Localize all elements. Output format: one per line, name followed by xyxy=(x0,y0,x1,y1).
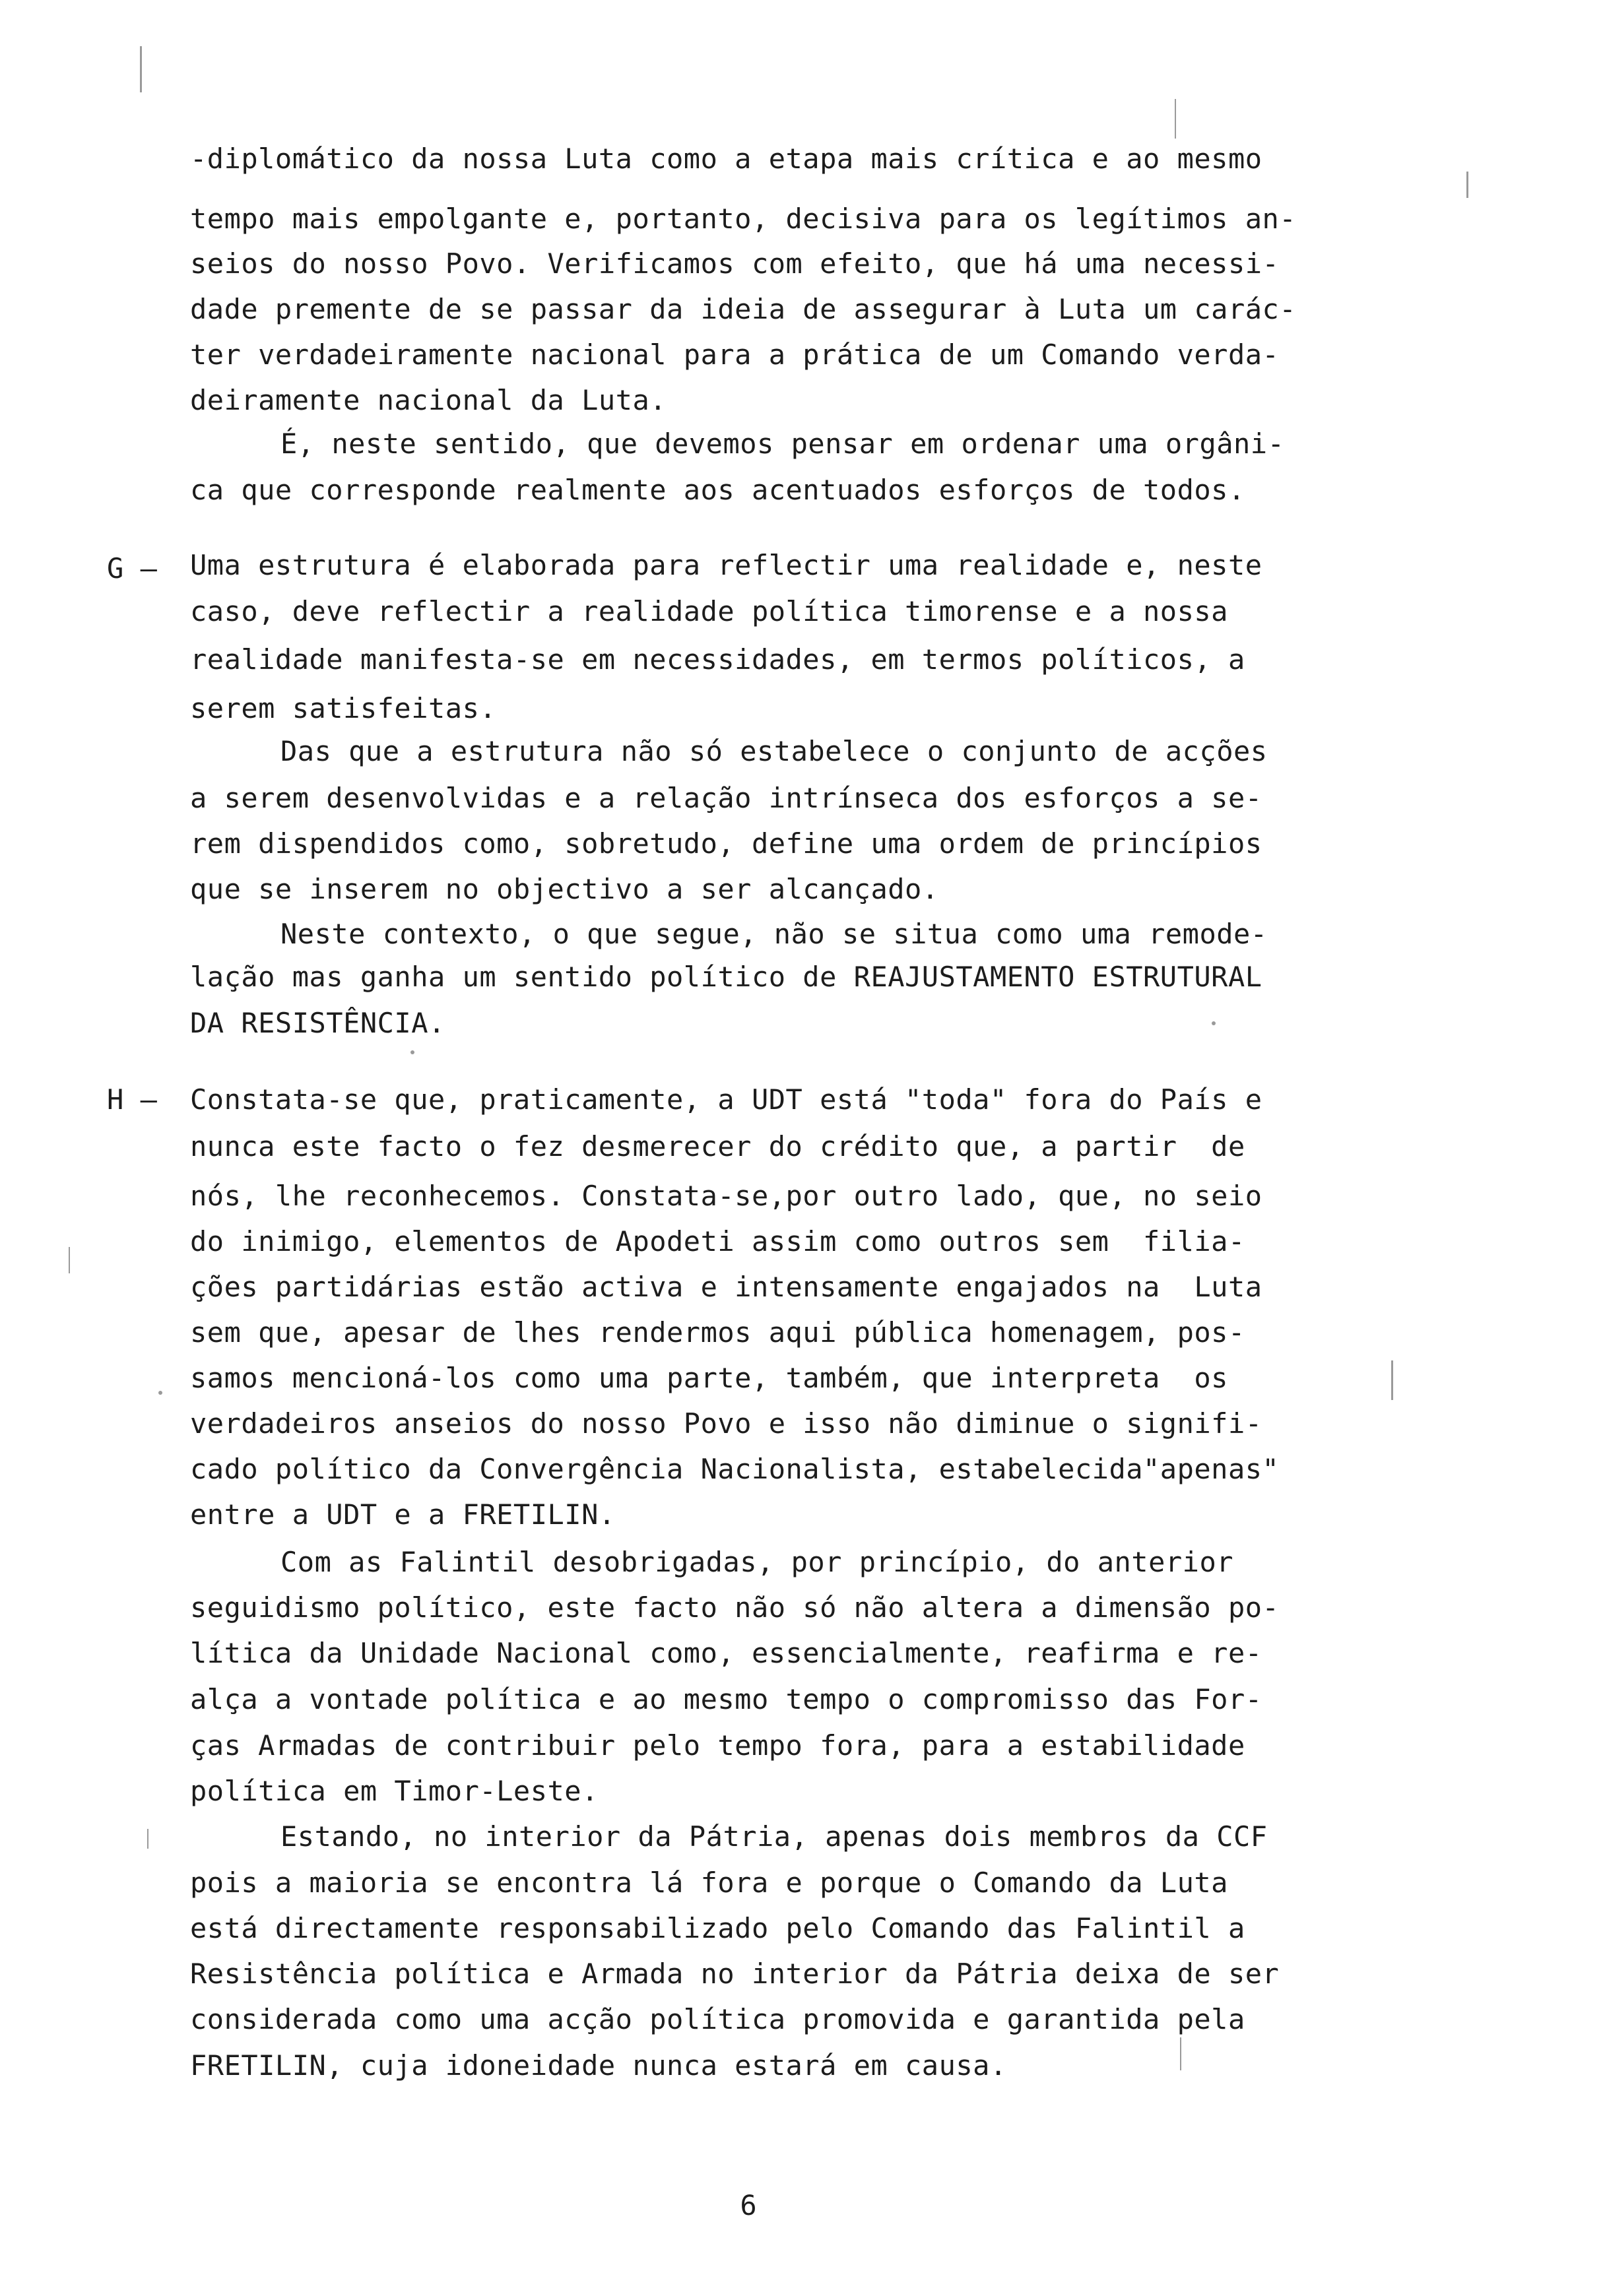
text-line: do inimigo, elementos de Apodeti assim como outros sem filia- xyxy=(190,1225,1245,1258)
text-line: Uma estrutura é elaborada para reflectir uma realidade e, neste xyxy=(190,549,1262,581)
text-line: seios do nosso Povo. Verificamos com efeito, que há uma necessi- xyxy=(190,247,1280,280)
text-line: Das que a estrutura não só estabelece o conjunto de acções xyxy=(280,735,1268,767)
scan-mark xyxy=(69,1247,70,1273)
scan-mark xyxy=(158,1391,162,1395)
text-line: sem que, apesar de lhes rendermos aqui pública homenagem, pos- xyxy=(190,1316,1245,1349)
text-line: É, neste sentido, que devemos pensar em ordenar uma orgâni- xyxy=(280,428,1285,460)
text-line: realidade manifesta-se em necessidades, em termos políticos, a xyxy=(190,643,1245,676)
text-line: nós, lhe reconhecemos. Constata-se,por outro lado, que, no seio xyxy=(190,1180,1262,1212)
scan-mark xyxy=(1180,2037,1181,2070)
text-line: que se inserem no objectivo a ser alcançado. xyxy=(190,873,939,905)
scan-mark xyxy=(147,1829,148,1849)
text-line: Neste contexto, o que segue, não se situa como uma remode- xyxy=(280,918,1268,950)
text-line: dade premente de se passar da ideia de assegurar à Luta um carác- xyxy=(190,293,1297,325)
text-line: tempo mais empolgante e, portanto, decisiva para os legítimos an- xyxy=(190,203,1297,235)
text-line: -diplomático da nossa Luta como a etapa mais crítica e ao mesmo xyxy=(190,143,1262,175)
text-line: alça a vontade política e ao mesmo tempo o compromisso das For- xyxy=(190,1683,1262,1715)
text-line: verdadeiros anseios do nosso Povo e isso não diminue o signifi- xyxy=(190,1407,1262,1440)
text-line: lítica da Unidade Nacional como, essencialmente, reafirma e re- xyxy=(190,1637,1262,1669)
scan-mark xyxy=(140,46,142,92)
section-marker: G – xyxy=(107,552,157,585)
text-line: a serem desenvolvidas e a relação intrínseca dos esforços a se- xyxy=(190,782,1262,814)
scan-mark xyxy=(1175,99,1176,139)
text-line: nunca este facto o fez desmerecer do crédito que, a partir de xyxy=(190,1130,1245,1163)
text-line: pois a maioria se encontra lá fora e porque o Comando da Luta xyxy=(190,1866,1228,1899)
text-line: serem satisfeitas. xyxy=(190,692,497,724)
scan-mark xyxy=(1391,1360,1393,1400)
text-line: ções partidárias estão activa e intensamente engajados na Luta xyxy=(190,1271,1262,1303)
scan-mark xyxy=(1466,172,1468,198)
text-line: política em Timor-Leste. xyxy=(190,1775,599,1807)
text-line: FRETILIN, cuja idoneidade nunca estará em causa. xyxy=(190,2049,1007,2082)
page-number: 6 xyxy=(740,2189,757,2221)
text-line: caso, deve reflectir a realidade política timorense e a nossa xyxy=(190,595,1228,627)
text-line: cado político da Convergência Nacionalista, estabelecida"apenas" xyxy=(190,1453,1280,1485)
section-marker: H – xyxy=(107,1083,157,1116)
text-line: deiramente nacional da Luta. xyxy=(190,384,667,416)
text-line: DA RESISTÊNCIA. xyxy=(190,1007,445,1039)
text-line: samos mencioná-los como uma parte, também, que interpreta os xyxy=(190,1362,1228,1394)
text-line: Constata-se que, praticamente, a UDT está "toda" fora do País e xyxy=(190,1083,1262,1116)
scan-mark xyxy=(1212,1021,1216,1025)
text-line: ca que corresponde realmente aos acentuados esforços de todos. xyxy=(190,474,1245,506)
text-line: lação mas ganha um sentido político de REAJUSTAMENTO ESTRUTURAL xyxy=(190,961,1262,993)
text-line: seguidismo político, este facto não só não altera a dimensão po- xyxy=(190,1591,1280,1624)
text-line: Resistência política e Armada no interior da Pátria deixa de ser xyxy=(190,1958,1280,1990)
text-line: ças Armadas de contribuir pelo tempo fora, para a estabilidade xyxy=(190,1729,1245,1762)
text-line: ter verdadeiramente nacional para a prática de um Comando verda- xyxy=(190,338,1280,371)
text-line: Com as Falintil desobrigadas, por princípio, do anterior xyxy=(280,1546,1234,1578)
text-line: está directamente responsabilizado pelo Comando das Falintil a xyxy=(190,1912,1245,1944)
text-line: considerada como uma acção política promovida e garantida pela xyxy=(190,2003,1245,2035)
text-line: Estando, no interior da Pátria, apenas dois membros da CCF xyxy=(280,1820,1268,1853)
text-line: rem dispendidos como, sobretudo, define uma ordem de princípios xyxy=(190,827,1262,860)
text-line: entre a UDT e a FRETILIN. xyxy=(190,1498,616,1531)
scan-mark xyxy=(410,1050,414,1054)
